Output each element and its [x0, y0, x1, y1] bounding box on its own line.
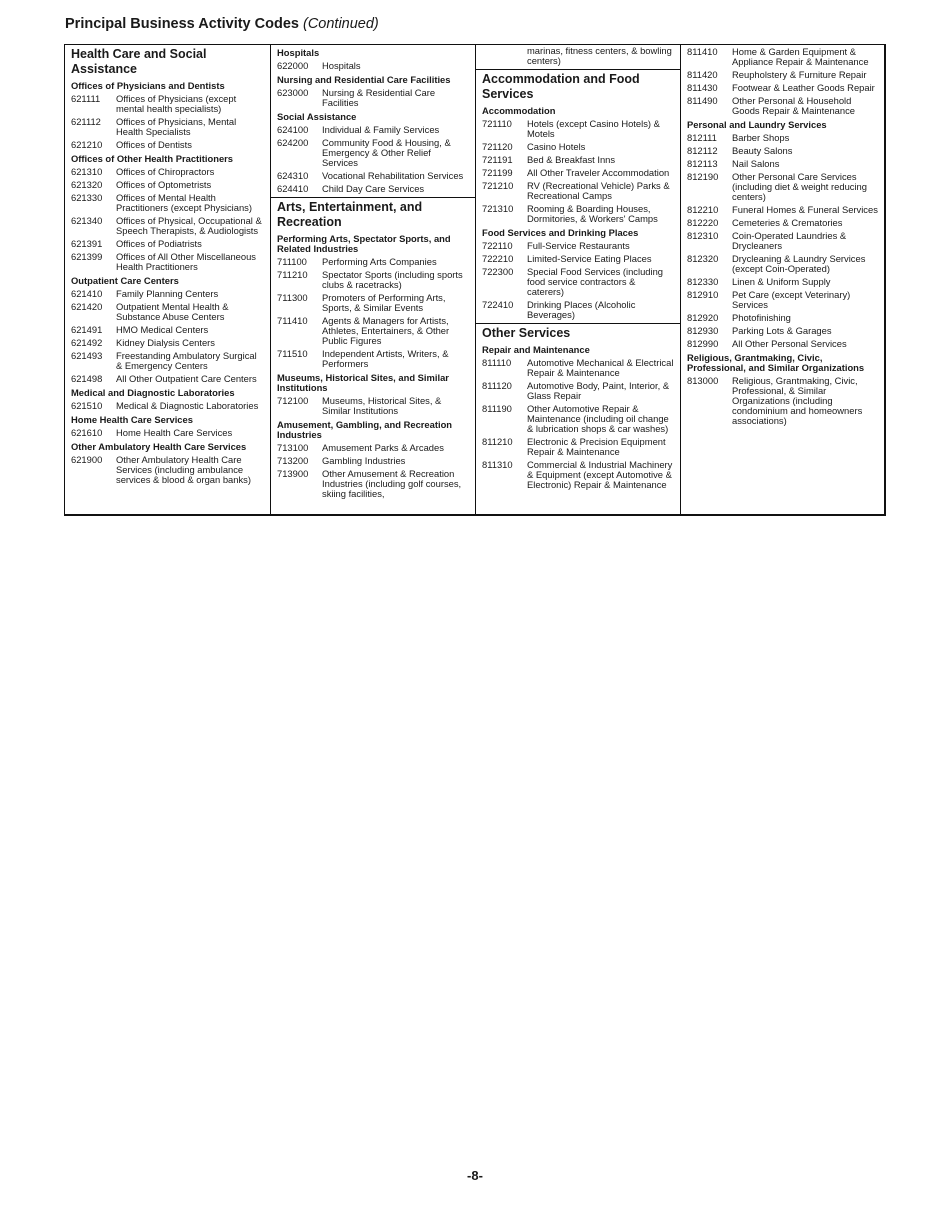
activity-code: 812113 — [687, 157, 718, 169]
code-entry — [681, 68, 884, 81]
activity-code: 621498 — [71, 372, 103, 384]
code-entry — [65, 349, 270, 372]
code-entry — [65, 178, 270, 191]
activity-code: 621320 — [71, 178, 103, 190]
code-entry — [476, 402, 680, 435]
code-entry — [271, 314, 475, 347]
activity-code: 811310 — [482, 458, 513, 470]
activity-description: Home & Garden Equipment & Appliance Repair & Maintenance — [732, 45, 869, 67]
subsection-heading: Social Assistance — [277, 111, 357, 122]
section-heading: Other Services — [482, 326, 571, 340]
code-entry — [65, 115, 270, 138]
code-entry — [681, 288, 884, 311]
activity-code: 813000 — [687, 374, 719, 386]
activity-description: Offices of Dentists — [116, 138, 192, 150]
activity-code: 623000 — [277, 86, 309, 98]
activity-description: Agents & Managers for Artists, Athletes, Entertainers, & Other Public Figures — [322, 314, 450, 346]
activity-description: Community Food & Housing, & Emergency & Other Relief Services — [322, 136, 451, 168]
activity-code: 722410 — [482, 298, 514, 310]
activity-description: Barber Shops — [732, 131, 790, 143]
activity-description: Nursing & Residential Care Facilities — [322, 86, 436, 108]
subsection-heading: Personal and Laundry Services — [687, 119, 827, 130]
activity-code: 621399 — [71, 250, 103, 262]
activity-code: 811190 — [482, 402, 512, 414]
activity-description: Pet Care (except Veterinary) Services — [732, 288, 851, 310]
activity-description: Drinking Places (Alcoholic Beverages) — [527, 298, 636, 320]
activity-code: 624100 — [277, 123, 309, 135]
code-entry — [65, 191, 270, 214]
activity-code: 722210 — [482, 252, 514, 264]
activity-description: Offices of Physicians (except mental health specialists) — [116, 92, 237, 114]
activity-code: 721310 — [482, 202, 514, 214]
activity-code: 812210 — [687, 203, 719, 215]
code-entry — [476, 356, 680, 379]
code-entry — [476, 117, 680, 140]
activity-code: 812930 — [687, 324, 719, 336]
code-entry — [65, 237, 270, 250]
activity-code: 811110 — [482, 356, 512, 368]
activity-code: 722110 — [482, 239, 513, 251]
code-entry — [476, 265, 680, 298]
code-entry — [476, 239, 680, 252]
activity-description: Bed & Breakfast Inns — [527, 153, 616, 165]
code-entry — [681, 170, 884, 203]
code-entry — [681, 252, 884, 275]
activity-code: 713100 — [277, 441, 309, 453]
subsection-heading: Performing Arts, Spectator Sports, and Related Industries — [277, 233, 451, 254]
code-entry — [681, 94, 884, 117]
code-entry — [681, 229, 884, 252]
activity-description: Photofinishing — [732, 311, 791, 323]
activity-code: 811210 — [482, 435, 513, 447]
activity-description: Other Amusement & Recreation Industries (including golf courses, skiing facilities, — [322, 467, 462, 499]
activity-description: Child Day Care Services — [322, 182, 425, 194]
activity-description: Offices of Optometrists — [116, 178, 212, 190]
code-entry — [476, 458, 680, 491]
code-entry — [681, 337, 884, 350]
activity-description: Other Automotive Repair & Maintenance (including oil change & lubrication shops & car washes) — [527, 402, 669, 434]
code-entry — [271, 86, 475, 109]
code-entry — [476, 166, 680, 179]
code-entry — [65, 453, 270, 486]
code-entry — [65, 300, 270, 323]
activity-description: Limited-Service Eating Places — [527, 252, 652, 264]
code-entry — [65, 138, 270, 151]
code-entry — [65, 372, 270, 385]
page-title — [65, 16, 379, 32]
page-title-main: Principal Business Activity Codes — [65, 16, 299, 32]
activity-code: 621610 — [71, 426, 103, 438]
activity-description: Kidney Dialysis Centers — [116, 336, 215, 348]
activity-description: Hotels (except Casino Hotels) & Motels — [527, 117, 660, 139]
activity-description: All Other Outpatient Care Centers — [116, 372, 257, 384]
activity-code: 711210 — [277, 268, 308, 280]
code-entry — [476, 435, 680, 458]
page-number: -8- — [467, 1168, 483, 1183]
activity-description: Gambling Industries — [322, 454, 406, 466]
activity-code: 621340 — [71, 214, 103, 226]
activity-description: Reupholstery & Furniture Repair — [732, 68, 867, 80]
code-entry — [65, 165, 270, 178]
activity-code: 721199 — [482, 166, 513, 178]
activity-code: 621493 — [71, 349, 103, 361]
code-entry — [271, 467, 475, 500]
code-entry — [271, 268, 475, 291]
activity-description: Offices of Physicians, Mental Health Specialists — [116, 115, 237, 137]
code-entry — [65, 426, 270, 439]
activity-description: Vocational Rehabilitation Services — [322, 169, 464, 181]
codes-column-1 — [65, 45, 271, 514]
code-entry — [681, 81, 884, 94]
code-entry — [65, 336, 270, 349]
activity-code: 621112 — [71, 115, 101, 127]
code-entry — [476, 379, 680, 402]
activity-code: 621111 — [71, 92, 101, 104]
code-entry — [65, 287, 270, 300]
activity-description: Museums, Historical Sites, & Similar Institutions — [322, 394, 442, 416]
activity-description: Other Personal & Household Goods Repair & Maintenance — [732, 94, 855, 116]
activity-code: 621330 — [71, 191, 103, 203]
code-entry — [476, 252, 680, 265]
code-entry — [476, 202, 680, 225]
code-entry — [681, 45, 884, 68]
activity-description: Nail Salons — [732, 157, 780, 169]
activity-code: 721120 — [482, 140, 513, 152]
activity-code: 711100 — [277, 255, 307, 267]
code-entry — [271, 123, 475, 136]
activity-description: Commercial & Industrial Machinery & Equipment (except Automotive & Electronic) Repair & Maintenance — [527, 458, 673, 490]
code-entry — [681, 203, 884, 216]
activity-description: Independent Artists, Writers, & Performers — [322, 347, 449, 369]
activity-code: 811410 — [687, 45, 718, 57]
activity-code: 624310 — [277, 169, 309, 181]
subsection-heading: Offices of Physicians and Dentists — [71, 80, 225, 91]
code-entry — [681, 157, 884, 170]
subsection-heading: Accommodation — [482, 105, 556, 116]
activity-code: 812310 — [687, 229, 719, 241]
code-entry — [271, 136, 475, 169]
activity-description: Freestanding Ambulatory Surgical & Emergency Centers — [116, 349, 257, 371]
subsection-heading: Nursing and Residential Care Facilities — [277, 74, 451, 85]
code-entry — [681, 324, 884, 337]
code-entry — [681, 216, 884, 229]
activity-code: 621510 — [71, 399, 103, 411]
activity-description: All Other Traveler Accommodation — [527, 166, 670, 178]
codes-column-4 — [681, 45, 884, 514]
activity-description: Other Personal Care Services (including diet & weight reducing centers) — [732, 170, 867, 202]
activity-description: Linen & Uniform Supply — [732, 275, 831, 287]
subsection-heading: Religious, Grantmaking, Civic, Professional, and Similar Organizations — [687, 352, 865, 373]
activity-code: 621310 — [71, 165, 103, 177]
activity-code: 812920 — [687, 311, 719, 323]
activity-code: 812111 — [687, 131, 717, 143]
activity-description: Offices of Podiatrists — [116, 237, 202, 249]
activity-code: 713200 — [277, 454, 309, 466]
activity-codes-table — [64, 44, 886, 516]
activity-code: 622000 — [277, 59, 309, 71]
activity-description: Full-Service Restaurants — [527, 239, 630, 251]
code-entry — [271, 182, 475, 195]
subsection-heading: Offices of Other Health Practitioners — [71, 153, 234, 164]
activity-code: 812112 — [687, 144, 718, 156]
activity-code: 713900 — [277, 467, 309, 479]
activity-description: Amusement Parks & Arcades — [322, 441, 444, 453]
code-entry — [681, 131, 884, 144]
activity-code: 624410 — [277, 182, 309, 194]
activity-description: Beauty Salons — [732, 144, 793, 156]
code-entry — [681, 144, 884, 157]
subsection-heading: Home Health Care Services — [71, 414, 193, 425]
activity-description: Hospitals — [322, 59, 361, 71]
activity-code: 811490 — [687, 94, 718, 106]
code-entry — [65, 92, 270, 115]
code-entry — [476, 153, 680, 166]
activity-description: Individual & Family Services — [322, 123, 440, 135]
activity-code: 621492 — [71, 336, 103, 348]
code-entry — [476, 179, 680, 202]
code-entry — [271, 169, 475, 182]
activity-code: 812220 — [687, 216, 719, 228]
activity-code: 624200 — [277, 136, 309, 148]
activity-description: Coin-Operated Laundries & Drycleaners — [732, 229, 847, 251]
code-entry — [65, 399, 270, 412]
activity-description: Automotive Mechanical & Electrical Repair & Maintenance — [527, 356, 674, 378]
code-entry — [271, 347, 475, 370]
subsection-heading: Museums, Historical Sites, and Similar Institutions — [277, 372, 449, 393]
activity-description: Cemeteries & Crematories — [732, 216, 843, 228]
activity-description: Electronic & Precision Equipment Repair & Maintenance — [527, 435, 666, 457]
subsection-heading: Repair and Maintenance — [482, 344, 590, 355]
activity-code: 711510 — [277, 347, 308, 359]
activity-description: Parking Lots & Garages — [732, 324, 832, 336]
code-entry — [271, 59, 475, 72]
activity-code: 812330 — [687, 275, 719, 287]
activity-code: 721210 — [482, 179, 514, 191]
code-entry — [271, 441, 475, 454]
activity-code: 812910 — [687, 288, 719, 300]
code-entry — [271, 454, 475, 467]
activity-code: 721191 — [482, 153, 513, 165]
activity-code: 621210 — [71, 138, 103, 150]
codes-column-3 — [476, 45, 681, 514]
activity-description: Promoters of Performing Arts, Sports, & Similar Events — [322, 291, 446, 313]
code-entry — [271, 255, 475, 268]
code-entry — [476, 140, 680, 153]
activity-code: 811430 — [687, 81, 718, 93]
code-entry — [65, 214, 270, 237]
codes-column-2 — [271, 45, 476, 514]
code-entry — [65, 323, 270, 336]
activity-description: Casino Hotels — [527, 140, 586, 152]
subsection-heading: Amusement, Gambling, and Recreation Industries — [277, 419, 453, 440]
activity-description: Religious, Grantmaking, Civic, Professional, & Similar Organizations (including condominium and homeowners associations) — [732, 374, 863, 426]
activity-code: 721110 — [482, 117, 512, 129]
activity-description: RV (Recreational Vehicle) Parks & Recreational Camps — [527, 179, 670, 201]
subsection-heading: Food Services and Drinking Places — [482, 227, 639, 238]
activity-code: 621900 — [71, 453, 103, 465]
activity-description: Footwear & Leather Goods Repair — [732, 81, 875, 93]
activity-description: Family Planning Centers — [116, 287, 219, 299]
activity-description: Drycleaning & Laundry Services (except Coin-Operated) — [732, 252, 866, 274]
subsection-heading: Medical and Diagnostic Laboratories — [71, 387, 235, 398]
activity-description: All Other Personal Services — [732, 337, 847, 349]
activity-description: Other Ambulatory Health Care Services (including ambulance services & blood & organ banks) — [116, 453, 251, 485]
activity-description: Medical & Diagnostic Laboratories — [116, 399, 259, 411]
activity-code: 621491 — [71, 323, 103, 335]
activity-description: Automotive Body, Paint, Interior, & Glass Repair — [527, 379, 670, 401]
code-entry — [681, 275, 884, 288]
activity-code: 812990 — [687, 337, 719, 349]
code-entry — [65, 250, 270, 273]
section-heading: Health Care and Social Assistance — [71, 47, 207, 76]
activity-description: Offices of Physical, Occupational & Speech Therapists, & Audiologists — [116, 214, 262, 236]
section-heading: Arts, Entertainment, and Recreation — [277, 200, 423, 229]
subsection-heading: Other Ambulatory Health Care Services — [71, 441, 247, 452]
activity-code: 711300 — [277, 291, 308, 303]
activity-description: Offices of Mental Health Practitioners (except Physicians) — [116, 191, 252, 213]
section-heading: Accommodation and Food Services — [482, 72, 640, 101]
activity-description: Spectator Sports (including sports clubs & racetracks) — [322, 268, 463, 290]
activity-code: 621410 — [71, 287, 103, 299]
code-entry — [271, 291, 475, 314]
activity-description: Outpatient Mental Health & Substance Abuse Centers — [116, 300, 229, 322]
activity-code: 711410 — [277, 314, 308, 326]
activity-code: 712100 — [277, 394, 309, 406]
subsection-heading: Outpatient Care Centers — [71, 275, 179, 286]
subsection-heading: Hospitals — [277, 47, 320, 58]
code-entry — [476, 298, 680, 321]
activity-code: 722300 — [482, 265, 514, 277]
activity-code: 621391 — [71, 237, 103, 249]
activity-code: 811420 — [687, 68, 718, 80]
code-entry — [681, 311, 884, 324]
page-title-continued: (Continued) — [303, 16, 379, 32]
code-entry — [681, 374, 884, 427]
activity-code: 621420 — [71, 300, 103, 312]
code-entry — [271, 394, 475, 417]
activity-description: Performing Arts Companies — [322, 255, 437, 267]
continued-description: marinas, fitness centers, & bowling centers) — [527, 45, 672, 66]
activity-description: Offices of Chiropractors — [116, 165, 215, 177]
activity-code: 812190 — [687, 170, 719, 182]
activity-description: Funeral Homes & Funeral Services — [732, 203, 878, 215]
activity-code: 811120 — [482, 379, 512, 391]
activity-description: Rooming & Boarding Houses, Dormitories, & Workers' Camps — [527, 202, 658, 224]
activity-description: Offices of All Other Miscellaneous Health Practitioners — [116, 250, 256, 272]
activity-description: Home Health Care Services — [116, 426, 233, 438]
activity-description: Special Food Services (including food service contractors & caterers) — [527, 265, 664, 297]
activity-code: 812320 — [687, 252, 719, 264]
activity-description: HMO Medical Centers — [116, 323, 209, 335]
